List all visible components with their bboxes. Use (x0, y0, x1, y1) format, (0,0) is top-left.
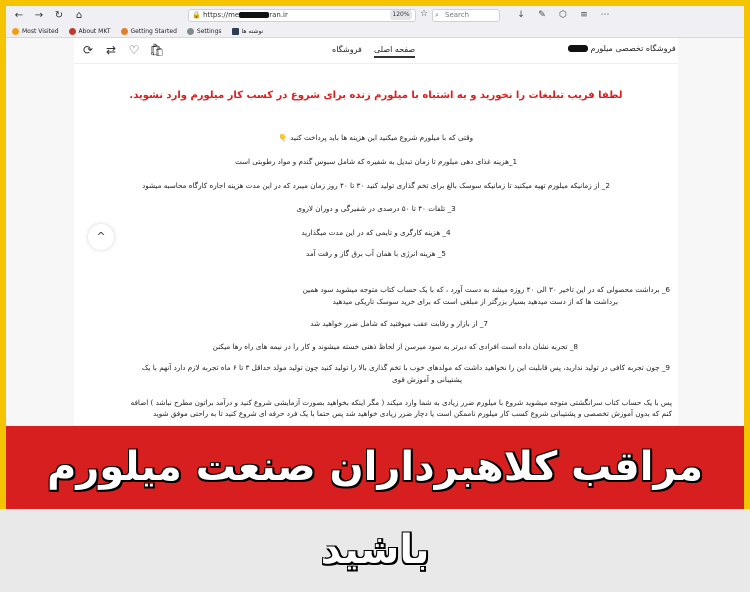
compare-icon[interactable]: ⇄ (105, 43, 117, 57)
bookmark-icon (12, 28, 19, 35)
closing-line: کنم که بدون آموزش تخصصی و پشتیبانی شروع کسب کار میلورم ناممکن است یا دچار ضرر زیادی خواهید شد پس حتما با یک فرد حرفه ای شروع کنید تا به راحتی موفق شوید (153, 409, 672, 418)
toolbar-right-icons (514, 9, 619, 22)
bookmark-label: About MKT (78, 27, 111, 35)
forward-icon[interactable]: → (34, 9, 44, 21)
site-header (74, 38, 678, 64)
bookmark-label: نوشته ها (241, 27, 264, 35)
url-prefix: https://me (203, 11, 240, 19)
closing-line: پس با یک حساب کتاب سرانگشتی متوجه میشوید شروع با میلورم ضرر زیادی به شما وارد میکند ( مگر اینکه بخواهید بصورت آزمایشی شروع کنید و درآمد براتون مطرح نباشد ) اضافه (130, 398, 672, 407)
nav-home-link[interactable]: صفحه اصلی (374, 45, 415, 58)
lock-icon: 🔒 (192, 11, 201, 19)
cart-icon[interactable]: 🛍 (149, 43, 165, 57)
nav-shop-link[interactable]: فروشگاه (332, 45, 362, 54)
more-icon[interactable]: ⋯ (600, 10, 610, 20)
warning-banner (6, 426, 744, 573)
bookmark-about-mkt[interactable] (69, 28, 111, 35)
list-item: 9_ چون تجربه کافی در تولید ندارید، پس قابلیت این را نخواهید داشت که مولدهای خوب با تخم گذاری بالا را تولید کنید چون تولید مولد حداقل ۳ تا ۶ ماه تجربه لازم دارد آنهم با یک (142, 363, 670, 372)
bookmark-star-icon[interactable]: ☆ (420, 9, 429, 19)
list-item: پشتیبانی و آموزش قوی (391, 375, 462, 384)
refresh-icon[interactable]: ⟳ (82, 43, 94, 57)
bookmark-label: Most Visited (22, 27, 59, 35)
wishlist-icon[interactable]: ♡ (128, 43, 140, 57)
list-item: برداشت ها که از دست میدهید بسیار بزرگتر از مبلغی است که برای خرید سوسک تاریکی میدهید (332, 297, 618, 306)
bookmark-most-visited[interactable] (12, 28, 59, 35)
search-input[interactable] (432, 9, 500, 22)
address-bar[interactable] (188, 9, 416, 22)
home-icon[interactable]: ⌂ (75, 9, 83, 21)
list-item: 1_هزینه غذای دهی میلورم تا زمان تبدیل به شفیره که شامل سبوس گندم و مواد رطوبتی است (234, 157, 518, 166)
banner-text: مراقب کلاهبرداران صنعت میلورم باشید (46, 444, 704, 573)
search-icon: ⌕ (435, 11, 439, 19)
bookmark-label: Getting Started (130, 27, 177, 35)
header-icons (80, 42, 172, 58)
zoom-indicator[interactable]: 120% (390, 10, 412, 20)
url-suffix: ran.ir (269, 11, 288, 19)
warning-headline: لطفا فریب تبلیغات را نخورید و به اشتباه با میلورم زنده برای شروع در کسب کار میلورم وارد نشوید. (129, 90, 623, 101)
bookmark-label: Settings (196, 27, 222, 35)
bookmark-icon (69, 28, 76, 35)
pen-icon[interactable]: ✎ (538, 10, 546, 20)
brand-redaction (568, 45, 588, 52)
bookmark-settings[interactable] (187, 28, 222, 35)
extension-icon[interactable]: ⬡ (559, 10, 567, 20)
reload-icon[interactable]: ↻ (54, 9, 64, 21)
bookmarks-bar (6, 25, 744, 38)
bookmark-posts[interactable] (232, 28, 264, 35)
menu-icon[interactable]: ≡ (580, 10, 588, 20)
list-item: 6_ برداشت محصولی که در این تاخیر ۳۰ الی ۴۰ روزه میشد به دست آورد ، که با یک حساب کتاب متوجه میشوید سود همین (302, 285, 670, 294)
list-item: 5_ هزینه انرژی با همان آب برق گاز و رفت آمد (306, 249, 446, 258)
url-redaction (239, 12, 269, 18)
list-item: 3_ تلفات ۴۰ تا ۵۰ درصدی در شفیرگی و دوران لاروی (296, 204, 456, 213)
list-item: 8_ تجربه نشان داده است افرادی که دیرتر به سود میرسن از لحاظ ذهنی خسته میشوند و کار را در نیمه های راه رها میکنن (212, 342, 578, 351)
list-item: 4_ هزینه کارگری و تایمی که در این مدت میگذارید (301, 228, 451, 237)
site-brand[interactable] (568, 44, 676, 53)
browser-toolbar (6, 6, 744, 25)
list-item: 2_ از زمانیکه میلورم تهیه میکنید تا زمانیکه سوسک بالغ برای تخم گذاری تولید کنید ۳۰ تا ۴۰ روز زمان میبرد که در این مدت هزینه اجاره کارگاه محاسبه میشود (142, 181, 610, 190)
search-placeholder: Search (445, 11, 470, 19)
list-item: 7_ از بازار و رقابت عقب میوفتید که شامل ضرر خواهید شد (310, 319, 488, 328)
back-icon[interactable]: ← (14, 9, 24, 21)
bookmark-icon (232, 28, 239, 35)
scroll-to-top-button[interactable]: ^ (88, 224, 114, 250)
intro-text: وقتی که با میلورم شروع میکنید این هزینه ها باید پرداخت کنید 👇 (278, 133, 474, 142)
bookmark-getting-started[interactable] (121, 28, 177, 35)
bookmark-icon (121, 28, 128, 35)
download-icon[interactable]: ↓ (517, 10, 525, 20)
closing-paragraph (74, 397, 672, 419)
brand-text: فروشگاه تخصصی میلورم (590, 44, 676, 53)
bookmark-icon (187, 28, 194, 35)
